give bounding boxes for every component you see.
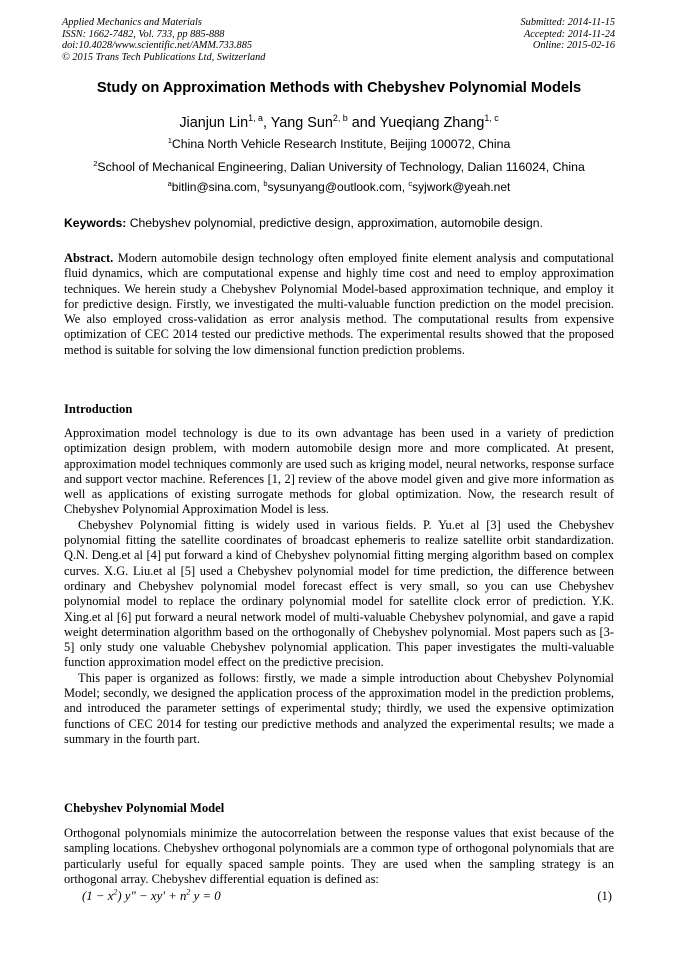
affiliation-superscript: 1 — [167, 135, 172, 145]
equation-exponent: 2 — [186, 887, 191, 897]
author-separator: , — [262, 115, 271, 131]
author-superscript: 2, b — [332, 113, 348, 124]
doi-line: doi:10.4028/www.scientific.net/AMM.733.885 — [62, 40, 252, 52]
equation-part: (1 − x — [82, 889, 114, 903]
affiliation-text: School of Mechanical Engineering, Dalian University of Technology, Dalian 116024, China — [97, 160, 585, 174]
journal-info — [62, 17, 265, 63]
introduction-paragraph-2: Chebyshev Polynomial fitting is widely used in various fields. P. Yu.et al [3] used the Chebyshev polynomial fitting the satellite coordinates of broadcast ephemeris to realize satellite orbit standardization. Q.N. Deng.et al [4] put forward a kind of Chebyshev polynomial fitting merging algorithm based on complex curves. X.G. Liu.et al [5] used a Chebyshev polynomial model for time prediction, the difference between ordinary and Chebyshev polynomial model forecast effect is very small, so you can use Chebyshev polynomial model to replace the ordinary polynomial model for satellite clock error of prediction. Y.K. Xing.et al [6] put forward a neural network model of multi-valuable Chebyshev polynomial, and gave a rapid weight determination algorithm based on the orthogonally of Chebyshev polynomial. Most papers such as [3-5] only study one valuable Chebyshev polynomial application. This paper investigates the multi-valuable function approximation model effect on the predictive precision. — [64, 517, 614, 670]
introduction-paragraph-3: This paper is organized as follows: firstly, we made a simple introduction about Chebyshev Polynomial Model; secondly, we designed the application process of the approximation model in the prediction problems, and introduced the parameter settings of experimental study; thirdly, we used the expensive optimization functions of CEC 2014 for testing our predictive methods and analyzed the experimental results; we made a summary in the fourth part. — [64, 670, 614, 746]
chebyshev-model-body — [64, 826, 614, 887]
author-name: Jianjun Lin — [179, 115, 249, 131]
email-superscript: b — [263, 179, 268, 188]
abstract-label: Abstract. — [64, 251, 114, 265]
online-date: Online: 2015-02-16 — [532, 40, 615, 52]
submission-dates — [521, 17, 615, 52]
equation-part: y = 0 — [190, 889, 221, 903]
email-address: syjwork@yeah.net — [412, 180, 511, 194]
introduction-heading: Introduction — [64, 402, 133, 416]
submitted-date: Submitted: 2014-11-15 — [520, 17, 615, 28]
keywords-label: Keywords: — [64, 216, 127, 230]
author-superscript: 1, a — [248, 113, 263, 124]
copyright-line: © 2015 Trans Tech Publications Ltd, Switzerland — [62, 51, 266, 63]
chebyshev-paragraph: Orthogonal polynomials minimize the autocorrelation between the response values that exist because of the sampling locations. Chebyshev orthogonal polynomials are a common type of orthogonal polynomials that are particularly useful for equally spaced sample points. They are used when the sampling strategy is an orthogonal array. Chebyshev differential equation is defined as: — [64, 826, 614, 886]
equation-part: ) y" − xy' + n — [117, 889, 187, 903]
chebyshev-model-heading: Chebyshev Polynomial Model — [64, 801, 225, 815]
paper-title: Study on Approximation Methods with Chebyshev Polynomial Models — [96, 80, 582, 96]
author-list — [0, 115, 678, 131]
keywords-text: Chebyshev polynomial, predictive design, approximation, automobile design. — [126, 216, 543, 230]
abstract-text: Modern automobile design technology often employed finite element analysis and computational fluid dynamics, which are computational expense and highly time cost and need to employ approximation techniques. We herein study a Chebyshev Polynomial Model-based approximation technique, and employ it for predictive design. Firstly, we investigated the multi-valuable function prediction on the model precision. We also employed cross-validation as error analysis method. The computational results from expensive optimization of CEC 2014 tested our predictive methods. The experimental results showed that the proposed method is suitable for solving the low dimensional function prediction problems. — [64, 251, 614, 357]
journal-name: Applied Mechanics and Materials — [62, 17, 202, 28]
author-name: Yueqiang Zhang — [379, 115, 485, 131]
equation-exponent: 2 — [113, 887, 118, 897]
affiliation-superscript: 2 — [93, 158, 98, 168]
author-superscript: 1, c — [484, 113, 499, 124]
keywords-line — [64, 216, 620, 230]
author-emails — [0, 180, 678, 194]
affiliation-text: China North Vehicle Research Institute, Beijing 100072, China — [171, 137, 511, 151]
email-address: bitlin@sina.com, — [171, 180, 264, 194]
issn-line: ISSN: 1662-7482, Vol. 733, pp 885-888 — [62, 28, 225, 40]
abstract-paragraph — [64, 251, 614, 358]
email-superscript: a — [167, 179, 172, 188]
equation-number: (1) — [597, 889, 612, 903]
email-address: sysunyang@outlook.com, — [267, 180, 409, 194]
email-superscript: c — [408, 179, 413, 188]
author-separator: and — [347, 115, 380, 131]
accepted-date: Accepted: 2014-11-24 — [523, 28, 615, 40]
affiliation-2 — [0, 160, 678, 174]
introduction-body — [64, 426, 614, 747]
author-name: Yang Sun — [270, 115, 333, 131]
introduction-paragraph-1: Approximation model technology is due to its own advantage has been used in a variety of prediction optimization design problem, with modern automobile design more and more complicated. At present, approximation model techniques commonly are used such as kriging model, neural networks, response surface and support vector machine. References [1, 2] review of the above model given and give more information as well as applications of existing surrogate methods for global optimization. Now, the research result of Chebyshev Polynomial Approximation Model is less. — [64, 426, 614, 517]
affiliation-1 — [0, 137, 678, 151]
chebyshev-differential-equation — [82, 889, 221, 904]
